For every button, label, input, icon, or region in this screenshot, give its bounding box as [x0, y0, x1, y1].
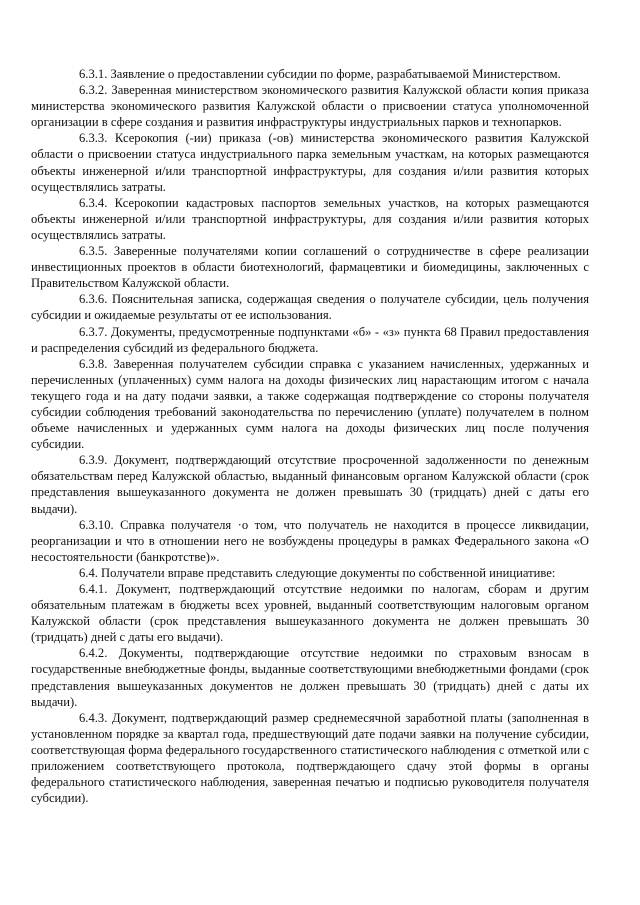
paragraph-6-3-7: 6.3.7. Документы, предусмотренные подпунктами «б» - «з» пункта 68 Правил предоставления и распределения субсидий из федерального бюджета. [31, 324, 589, 355]
paragraph-6-3-6: 6.3.6. Пояснительная записка, содержащая сведения о получателе субсидии, цель получения субсидии и ожидаемые результаты от ее использования. [31, 292, 589, 323]
paragraph-6-4-1: 6.4.1. Документ, подтверждающий отсутствие недоимки по налогам, сборам и другим обязательным платежам в бюджеты всех уровней, выданный соответствующим налоговым органом Калужской области (срок представления вышеуказанного документа не должен превышать 30 (тридцать) дней с даты его выдачи). [31, 582, 589, 645]
paragraph-6-4-3: 6.4.3. Документ, подтверждающий размер среднемесячной заработной платы (заполненная в установленном порядке за квартал года, предшествующий дате подачи заявки на получение субсидии, соответствующая форма федерального государственного статистического наблюдения с отметкой или с приложением соответствующего протокола, подтверждающего сдачу этой формы в органы федерального статистического наблюдения, заверенная печатью и подписью руководителя получателя субсидии). [31, 710, 589, 806]
paragraph-6-3-4: 6.3.4. Ксерокопии кадастровых паспортов земельных участков, на которых размещаются объекты инженерной и/или транспортной инфраструктуры, для создания и/или развития которых осуществлялись затраты. [31, 195, 589, 242]
paragraph-6-4: 6.4. Получатели вправе представить следующие документы по собственной инициативе: [79, 565, 556, 580]
paragraph-6-3-1: 6.3.1. Заявление о предоставлении субсидии по форме, разрабатываемой Министерством. [79, 67, 561, 81]
paragraph-6-3-3: 6.3.3. Ксерокопия (-ии) приказа (-ов) министерства экономического развития Калужской области о присвоении статуса индустриального парка земельным участкам, на которых размещаются объекты инженерной и/или транспортной инфраструктуры, для создания и/или развития которых осуществлялись затраты. [31, 131, 589, 194]
paragraph-6-3-2: 6.3.2. Заверенная министерством экономического развития Калужской области копия приказа министерства экономического развития Калужской области о присвоении статуса уполномоченной организации в сфере создания и развития инфраструктуры индустриальных парков и технопарков. [31, 83, 589, 130]
paragraph-6-3-10: 6.3.10. Справка получателя ·о том, что получатель не находится в процессе ликвидации, реорганизации и что в отношении него не возбуждены процедуры в рамках Федерального закона «О несостоятельности (банкротстве)». [31, 517, 589, 564]
paragraph-6-3-9: 6.3.9. Документ, подтверждающий отсутствие просроченной задолженности по денежным обязательствам перед Калужской областью, выданный финансовым органом Калужской области (срок представления вышеуказанного документа не должен превышать 30 (тридцать) дней с даты его выдачи). [31, 453, 589, 516]
paragraph-6-4-2: 6.4.2. Документы, подтверждающие отсутствие недоимки по страховым взносам в государственные внебюджетные фонды, выданные соответствующими внебюджетными фондами (срок представления вышеуказанных документов не должен превышать 30 (тридцать) дней с даты их выдачи). [31, 646, 589, 709]
paragraph-6-3-5: 6.3.5. Заверенные получателями копии соглашений о сотрудничестве в сфере реализации инвестиционных проектов в области биотехнологий, фармацевтики и биомедицины, заключенных с Правительством Калужской области. [31, 244, 589, 291]
document-page [31, 66, 589, 806]
paragraph-6-3-8: 6.3.8. Заверенная получателем субсидии справка с указанием начисленных, удержанных и перечисленных (уплаченных) сумм налога на доходы физических лиц нарастающим итогом с начала текущего года и на дату подачи заявки, а также содержащая подтверждение со стороны получателя субсидии соблюдения требований законодательства по перечислению (уплате) получателем в полном объеме начисленных и удержанных сумм налога на доходы физических лиц после получения субсидии. [31, 356, 589, 452]
